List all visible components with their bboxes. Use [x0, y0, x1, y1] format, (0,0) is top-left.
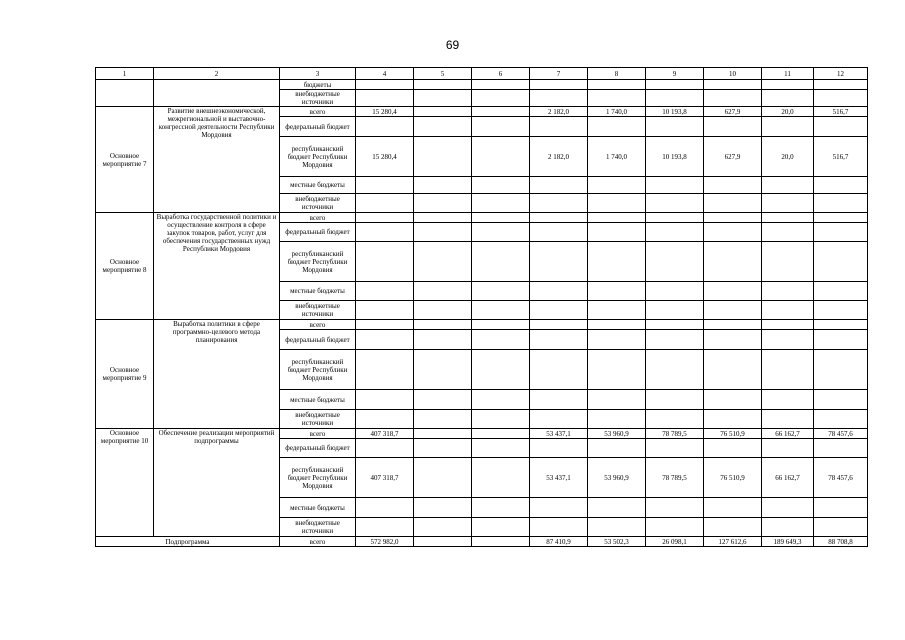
- value-cell: [588, 223, 646, 242]
- value-cell: [414, 350, 472, 390]
- value-cell: [646, 90, 704, 107]
- value-cell: 10 193,8: [646, 107, 704, 117]
- value-cell: [414, 213, 472, 223]
- value-cell: 78 789,5: [646, 458, 704, 498]
- source-cell: бюджеты: [280, 80, 356, 90]
- value-cell: [646, 223, 704, 242]
- value-cell: [414, 107, 472, 117]
- value-cell: [356, 301, 414, 320]
- value-cell: [762, 177, 814, 194]
- value-cell: [814, 194, 868, 213]
- value-cell: [762, 242, 814, 282]
- value-cell: [814, 117, 868, 137]
- value-cell: 76 510,9: [704, 429, 762, 439]
- value-cell: [814, 390, 868, 410]
- source-cell: федеральный бюджет: [280, 330, 356, 350]
- column-header: 8: [588, 68, 646, 80]
- value-cell: [646, 177, 704, 194]
- value-cell: [814, 498, 868, 518]
- carry-row: [96, 80, 868, 90]
- value-cell: [472, 194, 530, 213]
- value-cell: [356, 117, 414, 137]
- block-row: [96, 429, 868, 439]
- value-cell: [472, 410, 530, 429]
- value-cell: [414, 330, 472, 350]
- value-cell: 516,7: [814, 107, 868, 117]
- value-cell: [704, 320, 762, 330]
- value-cell: 189 649,3: [762, 537, 814, 547]
- value-cell: [472, 429, 530, 439]
- value-cell: 572 982,0: [356, 537, 414, 547]
- value-cell: [356, 350, 414, 390]
- value-cell: 1 740,0: [588, 137, 646, 177]
- column-header: 12: [814, 68, 868, 80]
- value-cell: [530, 177, 588, 194]
- value-cell: [704, 90, 762, 107]
- source-cell: всего: [280, 107, 356, 117]
- value-cell: [414, 117, 472, 137]
- block-name: Выработка государственной политики и осуществление контроля в сфере закупок товаров, работ, услуг для обеспечения государственных нужд Республики Мордовия: [154, 213, 280, 320]
- source-cell: внебюджетные источники: [280, 410, 356, 429]
- block-label: Основное мероприятие 8: [96, 213, 154, 320]
- value-cell: [646, 518, 704, 537]
- value-cell: [588, 80, 646, 90]
- value-cell: [814, 80, 868, 90]
- value-cell: 407 318,7: [356, 429, 414, 439]
- value-cell: [414, 80, 472, 90]
- source-cell: местные бюджеты: [280, 498, 356, 518]
- value-cell: [414, 90, 472, 107]
- value-cell: [356, 242, 414, 282]
- value-cell: [704, 301, 762, 320]
- source-cell: всего: [280, 537, 356, 547]
- value-cell: [646, 242, 704, 282]
- value-cell: 53 437,1: [530, 458, 588, 498]
- value-cell: [762, 320, 814, 330]
- value-cell: [472, 439, 530, 458]
- value-cell: [414, 177, 472, 194]
- label-cell: [96, 80, 154, 107]
- value-cell: 407 318,7: [356, 458, 414, 498]
- value-cell: 87 410,9: [530, 537, 588, 547]
- value-cell: [530, 194, 588, 213]
- value-cell: 20,0: [762, 107, 814, 117]
- value-cell: [588, 330, 646, 350]
- value-cell: [704, 282, 762, 301]
- value-cell: [814, 320, 868, 330]
- header-row: [96, 68, 868, 80]
- value-cell: [530, 320, 588, 330]
- value-cell: 10 193,8: [646, 137, 704, 177]
- value-cell: [588, 177, 646, 194]
- block-row: [96, 213, 868, 223]
- value-cell: [814, 330, 868, 350]
- value-cell: [472, 390, 530, 410]
- column-header: 7: [530, 68, 588, 80]
- value-cell: [356, 223, 414, 242]
- value-cell: [356, 320, 414, 330]
- source-cell: местные бюджеты: [280, 282, 356, 301]
- value-cell: [530, 498, 588, 518]
- source-cell: всего: [280, 429, 356, 439]
- value-cell: [814, 177, 868, 194]
- value-cell: [414, 537, 472, 547]
- source-cell: республиканский бюджет Республики Мордовия: [280, 137, 356, 177]
- value-cell: [414, 390, 472, 410]
- value-cell: [530, 90, 588, 107]
- value-cell: [356, 282, 414, 301]
- value-cell: [646, 439, 704, 458]
- block-label: Основное мероприятие 7: [96, 107, 154, 213]
- value-cell: [704, 350, 762, 390]
- value-cell: [646, 301, 704, 320]
- value-cell: [356, 213, 414, 223]
- value-cell: 78 457,6: [814, 458, 868, 498]
- value-cell: [414, 498, 472, 518]
- source-cell: федеральный бюджет: [280, 223, 356, 242]
- column-header: 10: [704, 68, 762, 80]
- value-cell: [530, 282, 588, 301]
- value-cell: [530, 80, 588, 90]
- value-cell: [356, 177, 414, 194]
- value-cell: [414, 282, 472, 301]
- value-cell: [588, 498, 646, 518]
- value-cell: 78 457,6: [814, 429, 868, 439]
- source-cell: внебюджетные источники: [280, 301, 356, 320]
- column-header: 9: [646, 68, 704, 80]
- value-cell: [356, 498, 414, 518]
- value-cell: [588, 90, 646, 107]
- source-cell: федеральный бюджет: [280, 117, 356, 137]
- table-body: [96, 68, 868, 547]
- value-cell: [530, 518, 588, 537]
- value-cell: [814, 518, 868, 537]
- value-cell: [646, 80, 704, 90]
- value-cell: [704, 177, 762, 194]
- value-cell: [762, 439, 814, 458]
- block-row: [96, 320, 868, 330]
- value-cell: [472, 177, 530, 194]
- value-cell: [356, 80, 414, 90]
- value-cell: [414, 242, 472, 282]
- value-cell: [704, 410, 762, 429]
- value-cell: [588, 194, 646, 213]
- value-cell: [704, 390, 762, 410]
- value-cell: 627,9: [704, 107, 762, 117]
- value-cell: 20,0: [762, 137, 814, 177]
- value-cell: [588, 242, 646, 282]
- source-cell: внебюджетные источники: [280, 90, 356, 107]
- value-cell: [762, 410, 814, 429]
- block-name: Выработка политики в сфере программно-целевого метода планирования: [154, 320, 280, 429]
- value-cell: [704, 330, 762, 350]
- column-header: 3: [280, 68, 356, 80]
- source-cell: местные бюджеты: [280, 177, 356, 194]
- column-header: 5: [414, 68, 472, 80]
- value-cell: [472, 458, 530, 498]
- value-cell: 53 960,9: [588, 458, 646, 498]
- value-cell: [762, 282, 814, 301]
- block-label: Основное мероприятие 9: [96, 320, 154, 429]
- value-cell: [414, 301, 472, 320]
- value-cell: [472, 213, 530, 223]
- value-cell: 1 740,0: [588, 107, 646, 117]
- block-name: Развитие внешнеэкономической, межрегиональной и выставочно-конгрессной деятельности Республики Мордовия: [154, 107, 280, 213]
- value-cell: 15 280,4: [356, 137, 414, 177]
- value-cell: [356, 330, 414, 350]
- value-cell: [588, 439, 646, 458]
- value-cell: [588, 213, 646, 223]
- value-cell: 2 182,0: [530, 137, 588, 177]
- value-cell: [472, 301, 530, 320]
- value-cell: [588, 320, 646, 330]
- value-cell: [762, 194, 814, 213]
- value-cell: [472, 518, 530, 537]
- value-cell: [530, 330, 588, 350]
- value-cell: 53 502,3: [588, 537, 646, 547]
- value-cell: [762, 518, 814, 537]
- value-cell: [646, 498, 704, 518]
- value-cell: [704, 80, 762, 90]
- value-cell: [762, 213, 814, 223]
- value-cell: [472, 498, 530, 518]
- value-cell: 53 437,1: [530, 429, 588, 439]
- column-header: 1: [96, 68, 154, 80]
- value-cell: [414, 223, 472, 242]
- value-cell: [814, 282, 868, 301]
- value-cell: [472, 223, 530, 242]
- value-cell: [646, 410, 704, 429]
- source-cell: внебюджетные источники: [280, 518, 356, 537]
- value-cell: [472, 330, 530, 350]
- value-cell: [704, 194, 762, 213]
- source-cell: всего: [280, 213, 356, 223]
- block-name: Обеспечение реализации мероприятий подпрограммы: [154, 429, 280, 537]
- value-cell: [588, 301, 646, 320]
- value-cell: [646, 330, 704, 350]
- value-cell: [762, 390, 814, 410]
- value-cell: [814, 301, 868, 320]
- value-cell: [762, 223, 814, 242]
- value-cell: [646, 194, 704, 213]
- value-cell: [356, 439, 414, 458]
- value-cell: [588, 518, 646, 537]
- value-cell: [646, 390, 704, 410]
- value-cell: [530, 117, 588, 137]
- value-cell: [704, 213, 762, 223]
- value-cell: [472, 137, 530, 177]
- value-cell: [814, 439, 868, 458]
- value-cell: [588, 410, 646, 429]
- value-cell: [356, 194, 414, 213]
- value-cell: [356, 518, 414, 537]
- value-cell: 516,7: [814, 137, 868, 177]
- source-cell: республиканский бюджет Республики Мордовия: [280, 350, 356, 390]
- value-cell: [356, 90, 414, 107]
- value-cell: [646, 282, 704, 301]
- source-cell: всего: [280, 320, 356, 330]
- column-header: 2: [154, 68, 280, 80]
- value-cell: [814, 242, 868, 282]
- value-cell: 78 789,5: [646, 429, 704, 439]
- value-cell: [588, 390, 646, 410]
- value-cell: [414, 458, 472, 498]
- value-cell: [414, 518, 472, 537]
- value-cell: 26 098,1: [646, 537, 704, 547]
- value-cell: [414, 320, 472, 330]
- value-cell: [472, 537, 530, 547]
- value-cell: [414, 137, 472, 177]
- source-cell: внебюджетные источники: [280, 194, 356, 213]
- value-cell: [814, 213, 868, 223]
- value-cell: 627,9: [704, 137, 762, 177]
- value-cell: 66 162,7: [762, 429, 814, 439]
- value-cell: [762, 117, 814, 137]
- value-cell: [472, 107, 530, 117]
- value-cell: [530, 410, 588, 429]
- column-header: 6: [472, 68, 530, 80]
- value-cell: 15 280,4: [356, 107, 414, 117]
- value-cell: [414, 429, 472, 439]
- value-cell: [530, 242, 588, 282]
- source-cell: республиканский бюджет Республики Мордовия: [280, 458, 356, 498]
- value-cell: 127 612,6: [704, 537, 762, 547]
- value-cell: [762, 330, 814, 350]
- value-cell: [588, 282, 646, 301]
- value-cell: [646, 320, 704, 330]
- value-cell: [472, 282, 530, 301]
- value-cell: 88 708,8: [814, 537, 868, 547]
- value-cell: [530, 223, 588, 242]
- value-cell: [814, 223, 868, 242]
- value-cell: [704, 223, 762, 242]
- column-header: 11: [762, 68, 814, 80]
- value-cell: [530, 439, 588, 458]
- name-cell: [154, 80, 280, 107]
- value-cell: [588, 117, 646, 137]
- value-cell: [356, 390, 414, 410]
- value-cell: [588, 350, 646, 390]
- block-row: [96, 107, 868, 117]
- value-cell: [414, 194, 472, 213]
- value-cell: [472, 90, 530, 107]
- value-cell: [530, 213, 588, 223]
- value-cell: 2 182,0: [530, 107, 588, 117]
- value-cell: [704, 117, 762, 137]
- source-cell: республиканский бюджет Республики Мордовия: [280, 242, 356, 282]
- value-cell: [704, 518, 762, 537]
- value-cell: [762, 80, 814, 90]
- value-cell: [530, 301, 588, 320]
- value-cell: [472, 350, 530, 390]
- value-cell: [472, 242, 530, 282]
- subprogram-label: Подпрограмма: [96, 537, 280, 547]
- block-label: Основное мероприятие 10: [96, 429, 154, 537]
- subprogram-row: [96, 537, 868, 547]
- value-cell: [814, 410, 868, 429]
- page-number: 69: [445, 38, 460, 52]
- value-cell: [762, 301, 814, 320]
- value-cell: [530, 350, 588, 390]
- funding-table: [95, 67, 868, 547]
- column-header: 4: [356, 68, 414, 80]
- value-cell: [704, 498, 762, 518]
- value-cell: [530, 390, 588, 410]
- value-cell: [646, 350, 704, 390]
- value-cell: [814, 350, 868, 390]
- value-cell: [414, 439, 472, 458]
- value-cell: [472, 320, 530, 330]
- value-cell: 53 960,9: [588, 429, 646, 439]
- value-cell: [762, 90, 814, 107]
- value-cell: [762, 498, 814, 518]
- value-cell: 76 510,9: [704, 458, 762, 498]
- value-cell: [472, 117, 530, 137]
- value-cell: [762, 350, 814, 390]
- source-cell: федеральный бюджет: [280, 439, 356, 458]
- value-cell: [356, 410, 414, 429]
- value-cell: [646, 213, 704, 223]
- source-cell: местные бюджеты: [280, 390, 356, 410]
- value-cell: [704, 439, 762, 458]
- value-cell: [472, 80, 530, 90]
- value-cell: 66 162,7: [762, 458, 814, 498]
- value-cell: [814, 90, 868, 107]
- value-cell: [414, 410, 472, 429]
- value-cell: [704, 242, 762, 282]
- value-cell: [646, 117, 704, 137]
